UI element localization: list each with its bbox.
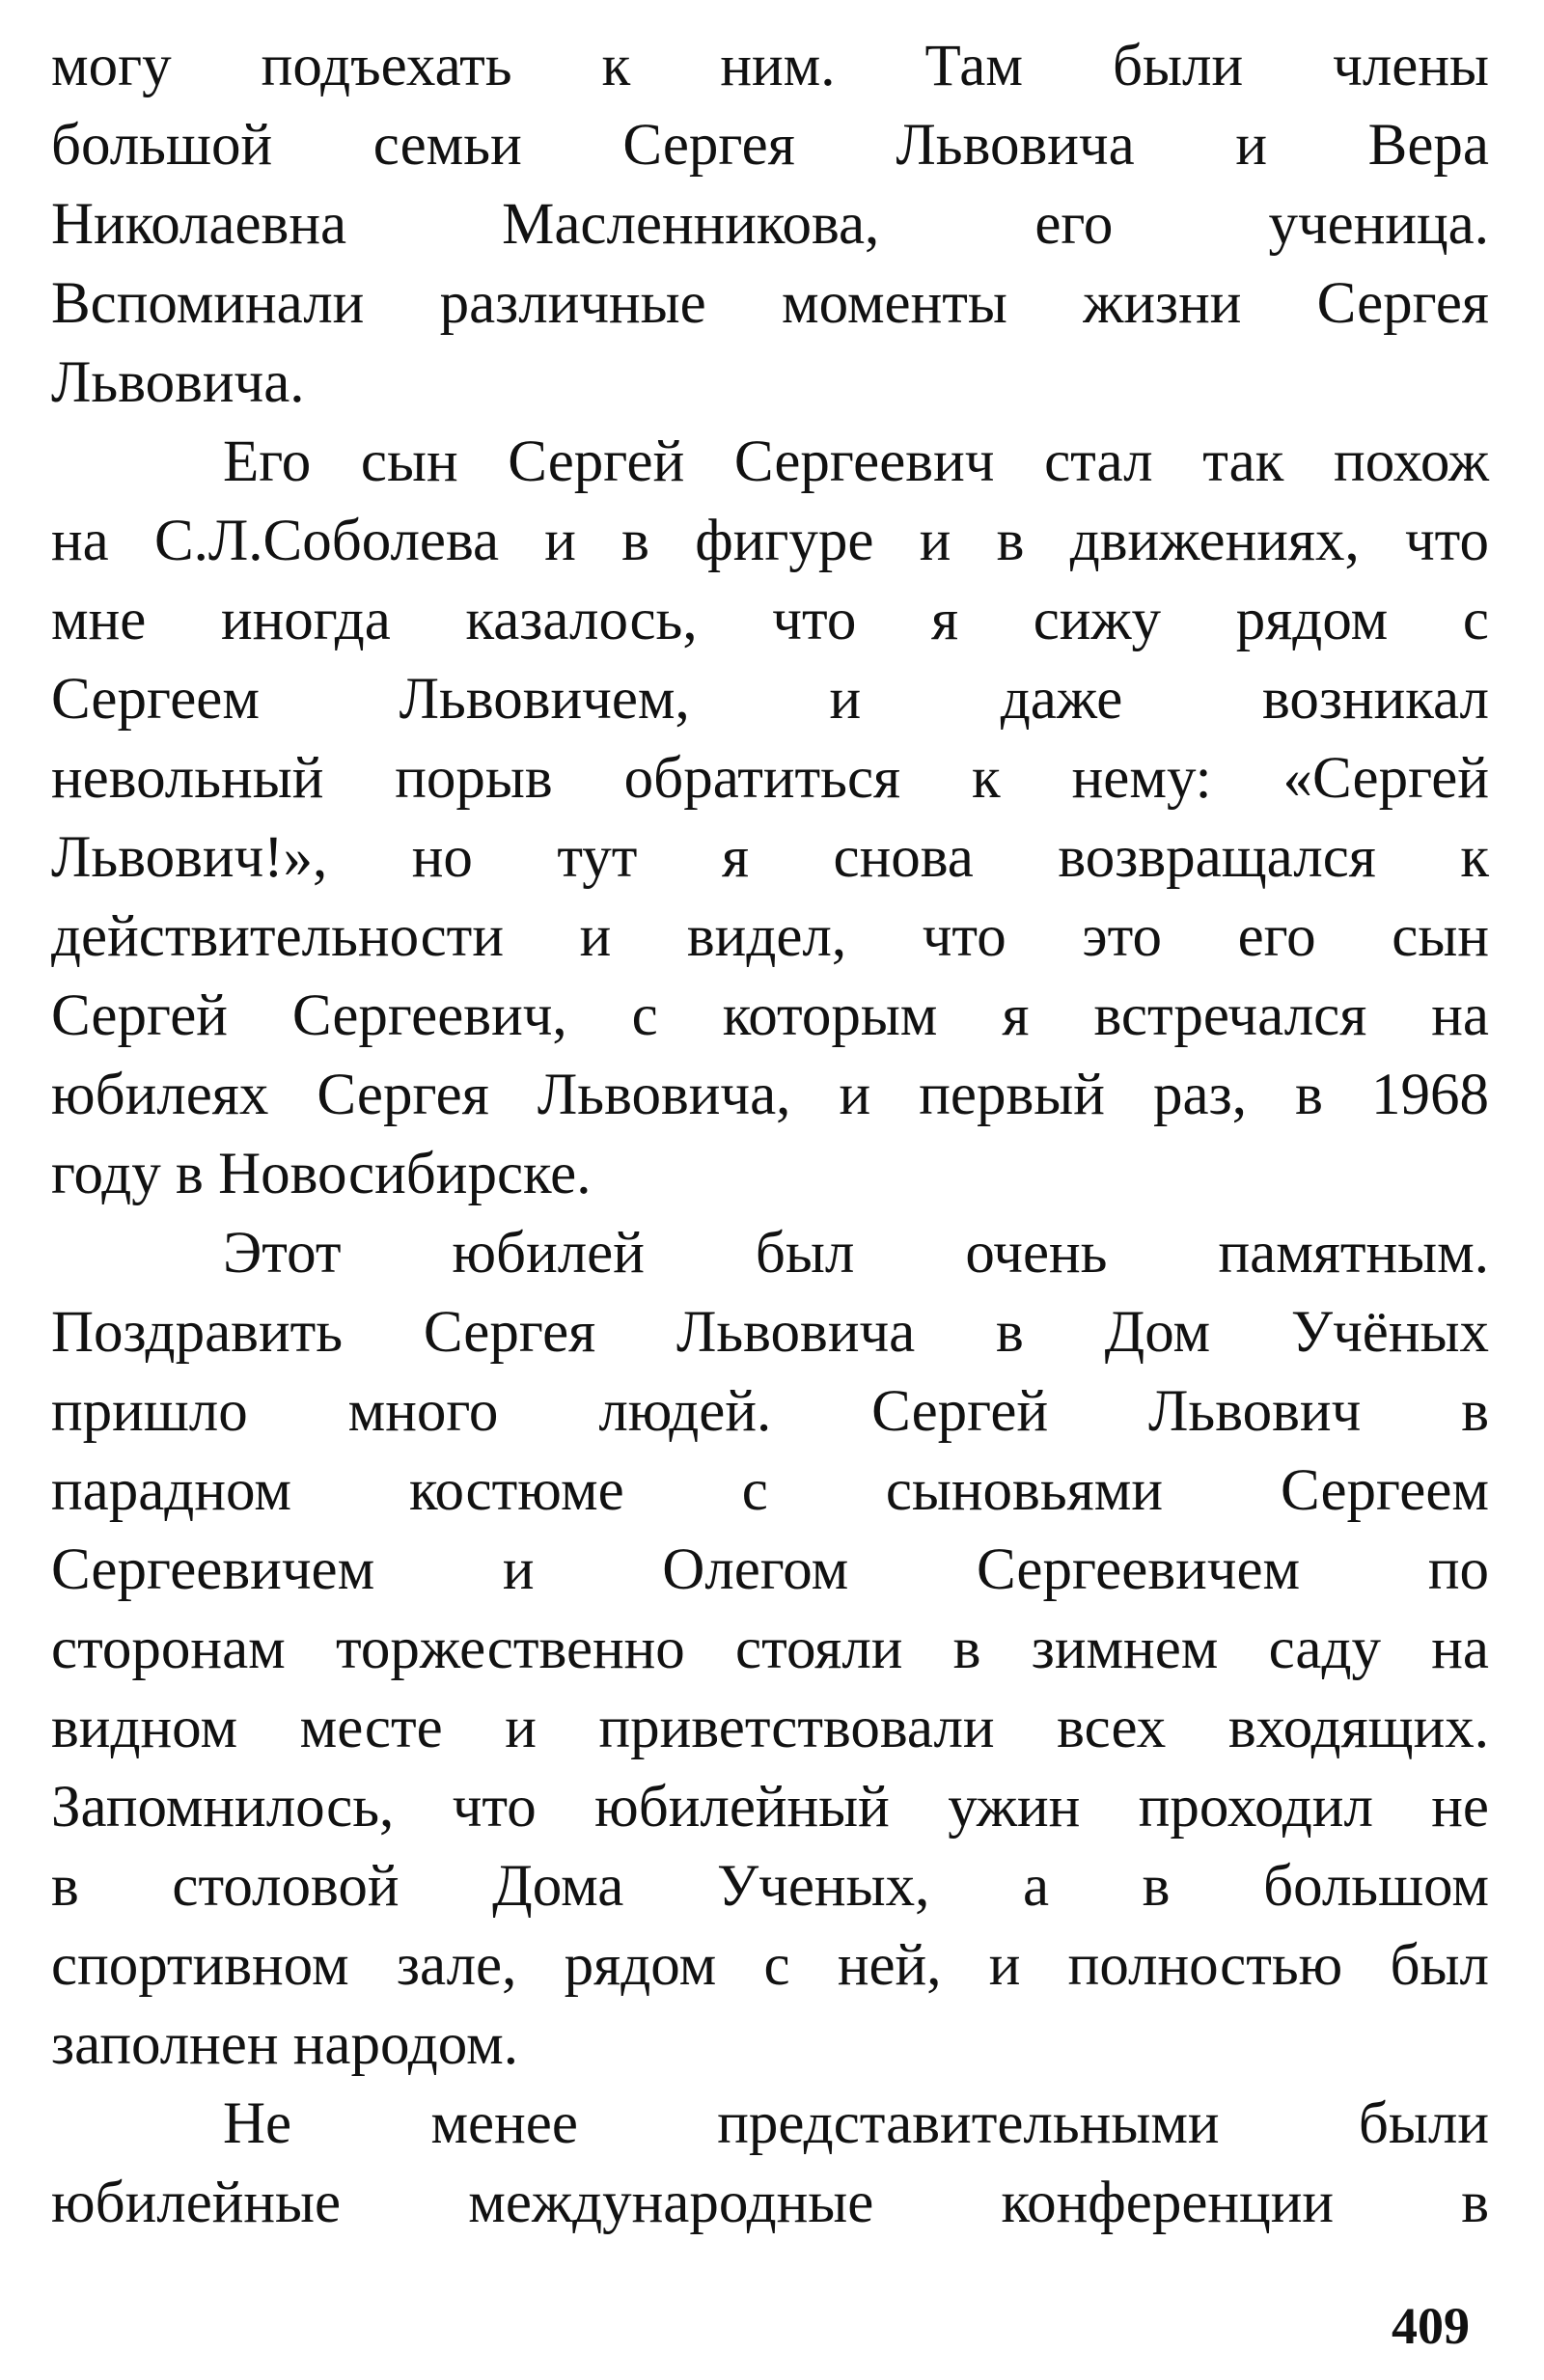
text-line: Вспоминали различные моменты жизни Сергея <box>51 271 1489 336</box>
text-line: видном месте и приветствовали всех входящих. <box>51 1696 1489 1760</box>
text-line: Этот юбилей был очень памятным. <box>223 1221 1489 1286</box>
paragraph-4 <box>51 2085 1489 2243</box>
text-line: Его сын Сергей Сергеевич стал так похож <box>223 429 1489 494</box>
text-line: действительности и видел, что это его сын <box>51 904 1489 969</box>
text-line: Сергей Сергеевич, с которым я встречался на <box>51 983 1489 1048</box>
paragraph-1 <box>51 27 1489 423</box>
page-number: 409 <box>1392 2297 1470 2355</box>
text-line: мне иногда казалось, что я сижу рядом с <box>51 588 1489 652</box>
text-line: Сергеем Львовичем, и даже возникал <box>51 667 1489 732</box>
text-line: Сергеевичем и Олегом Сергеевичем по <box>51 1537 1489 1602</box>
text-line: большой семьи Сергея Львовича и Вера <box>51 113 1489 178</box>
text-line: в столовой Дома Ученых, а в большом <box>51 1854 1489 1919</box>
text-line: Запомнилось, что юбилейный ужин проходил не <box>51 1775 1489 1840</box>
paragraph-3 <box>51 1214 1489 2085</box>
text-line: Львович!», но тут я снова возвращался к <box>51 825 1489 890</box>
text-line: заполнен народом. <box>51 2012 518 2077</box>
text-line: невольный порыв обратиться к нему: «Сергей <box>51 746 1489 811</box>
text-line: пришло много людей. Сергей Львович в <box>51 1379 1489 1444</box>
text-line: году в Новосибирске. <box>51 1142 592 1206</box>
body-text <box>51 27 1489 2243</box>
text-line: Поздравить Сергея Львовича в Дом Учёных <box>51 1300 1489 1365</box>
text-line: Львовича. <box>51 350 305 415</box>
document-page <box>51 27 1489 2363</box>
text-line: Николаевна Масленникова, его ученица. <box>51 192 1489 257</box>
text-line: спортивном зале, рядом с ней, и полностью был <box>51 1933 1489 1998</box>
text-line: сторонам торжественно стояли в зимнем саду на <box>51 1617 1489 1681</box>
text-line: юбилеях Сергея Львовича, и первый раз, в 1968 <box>51 1063 1489 1127</box>
text-line: юбилейные международные конференции в <box>51 2171 1489 2235</box>
text-line: могу подъехать к ним. Там были члены <box>51 34 1489 98</box>
text-line: парадном костюме с сыновьями Сергеем <box>51 1458 1489 1523</box>
paragraph-2 <box>51 423 1489 1214</box>
text-line: Не менее представительными были <box>223 2091 1489 2156</box>
text-line: на С.Л.Соболева и в фигуре и в движениях, что <box>51 509 1489 573</box>
